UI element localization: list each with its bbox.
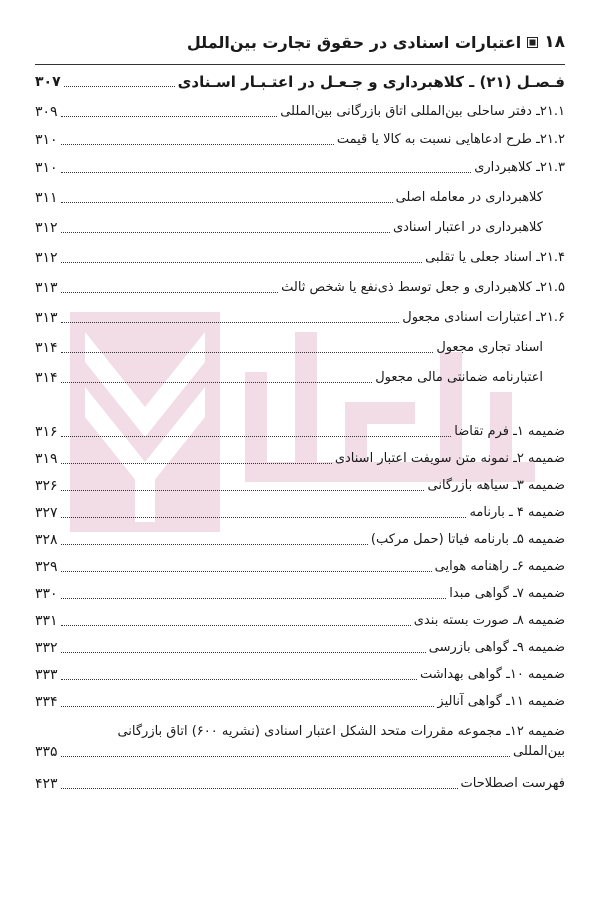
toc-entry: ۲۱.۱ـ دفتر ساحلی بین‌المللی اتاق بازرگانی بین‌المللی ۳۰۹ — [35, 104, 565, 120]
toc-chapter-21 — [35, 72, 565, 92]
appendix-12-line1: ضمیمه ۱۲ـ مجموعه مقررات متحد الشکل اعتبار اسنادی (نشریه ۶۰۰) اتاق بازرگانی — [117, 724, 565, 739]
toc-appendix: ضمیمه ۱۰ـ گواهی بهداشت ۳۳۳ — [35, 667, 565, 683]
toc-subentry: کلاهبرداری در اعتبار اسنادی ۳۱۲ — [35, 220, 543, 236]
toc-appendix: ضمیمه ۲ـ نمونه متن سویفت اعتبار اسنادی ۳۱۹ — [35, 451, 565, 467]
appendix-12-line2: بین‌المللی — [513, 744, 565, 759]
running-header — [35, 30, 565, 54]
toc-subentry: اعتبارنامه ضمانتی مالی مجعول ۳۱۴ — [35, 370, 543, 386]
toc-appendix: ضمیمه ۷ـ گواهی مبدا ۳۳۰ — [35, 586, 565, 602]
header-title: اعتبارات اسنادی در حقوق تجارت بین‌الملل — [186, 32, 522, 52]
toc-entry: ۲۱.۶ـ اعتبارات اسنادی مجعول ۳۱۳ — [35, 310, 565, 326]
header-rule — [35, 64, 565, 65]
toc-subentry: اسناد تجاری مجعول ۳۱۴ — [35, 340, 543, 356]
toc-appendix: ضمیمه ۵ـ بارنامه فیاتا (حمل مرکب) ۳۲۸ — [35, 532, 565, 548]
square-bullet-icon — [527, 37, 538, 48]
toc-entry: ۲۱.۲ـ طرح ادعاهایی نسبت به کالا یا قیمت ۳۱۰ — [35, 132, 565, 148]
toc-glossary: فهرست اصطلاحات ۴۲۳ — [35, 776, 565, 792]
toc-appendix: ضمیمه ۶ـ راهنامه هوایی ۳۲۹ — [35, 559, 565, 575]
toc-appendix: ضمیمه ۱ـ فرم تقاضا ۳۱۶ — [35, 424, 565, 440]
toc-entry: ۲۱.۳ـ کلاهبرداری ۳۱۰ — [35, 160, 565, 176]
chapter-title: فـصـل (۲۱) ـ کلاهبرداری و جـعـل در اعتـبـار اسـنادی — [177, 73, 565, 91]
toc-entry: ۲۱.۵ـ کلاهبرداری و جعل توسط ذی‌نفع یا شخص ثالث ۳۱۳ — [35, 280, 565, 296]
toc-entry: ۲۱.۴ـ اسناد جعلی یا تقلبی ۳۱۲ — [35, 250, 565, 266]
appendix-12-page: ۳۳۵ — [35, 744, 58, 760]
toc-appendix: ضمیمه ۸ـ صورت بسته بندی ۳۳۱ — [35, 613, 565, 629]
header-page-number: ۱۸ — [544, 32, 565, 52]
toc-appendix: ضمیمه ۳ـ سیاهه بازرگانی ۳۲۶ — [35, 478, 565, 494]
toc-appendix: ضمیمه ۱۱ـ گواهی آنالیز ۳۳۴ — [35, 694, 565, 710]
toc-appendix: ضمیمه ۴ ـ بارنامه ۳۲۷ — [35, 505, 565, 521]
chapter-page: ۳۰۷ — [35, 74, 61, 90]
toc-appendix-12 — [35, 722, 565, 762]
toc-subentry: کلاهبرداری در معامله اصلی ۳۱۱ — [35, 190, 543, 206]
toc-appendix: ضمیمه ۹ـ گواهی بازرسی ۳۳۲ — [35, 640, 565, 656]
